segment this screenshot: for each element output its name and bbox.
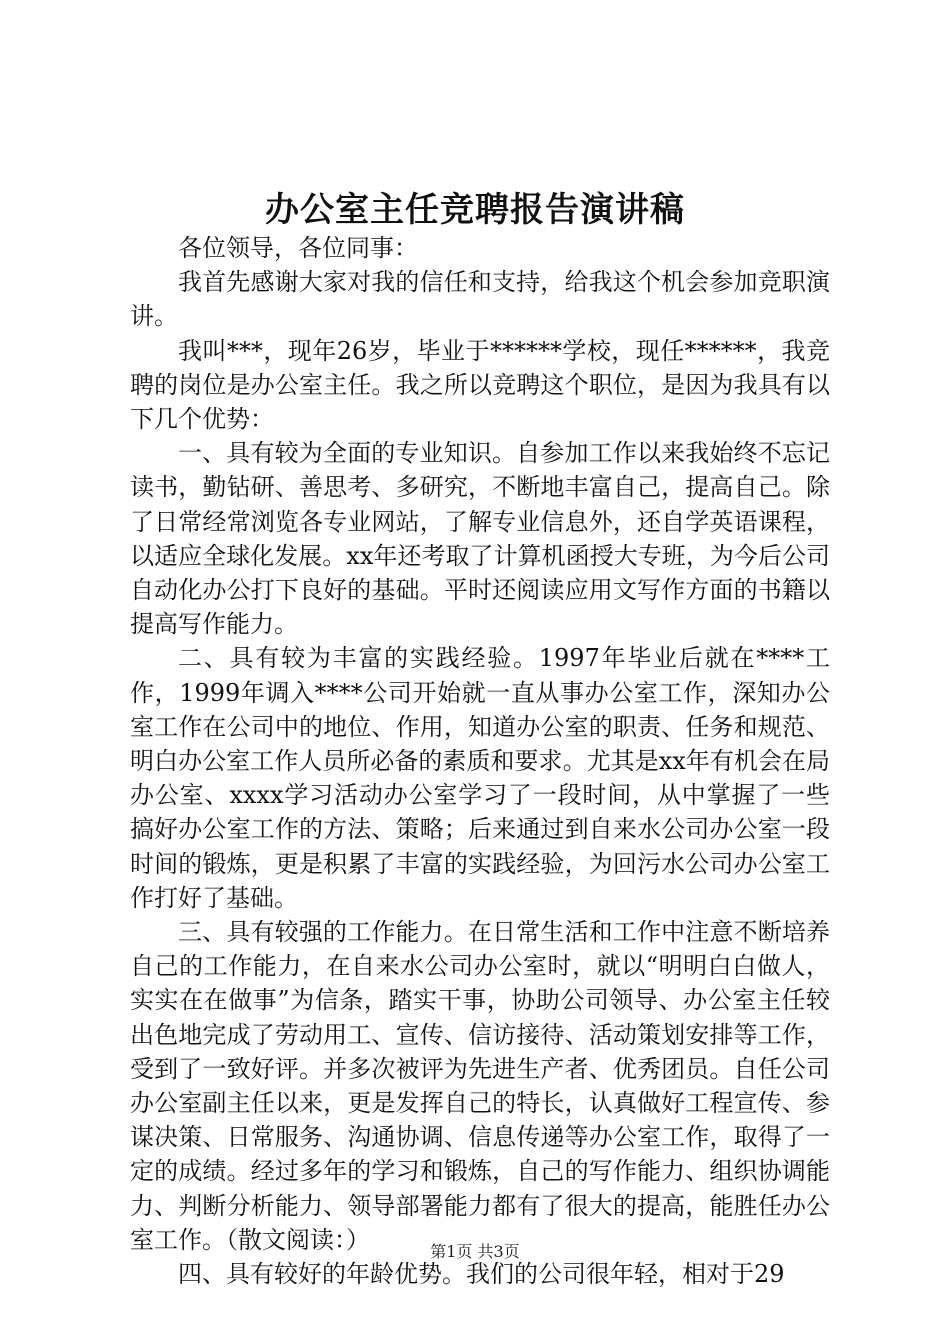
document-title: 办公室主任竞聘报告演讲稿 [265,190,685,230]
page-indicator: 第1页 共3页 [430,1242,520,1261]
paragraph-advantage-knowledge: 一、具有较为全面的专业知识。自参加工作以来我始终不忘记读书，勤钻研、善思考、多研究，不断地丰富自己，提高自己。除了日常经常浏览各专业网站，了解专业信息外，还自学英语课程，以适应全球化发展。xx年还考取了计算机函授大专班，为今后公司自动化办公打下良好的基础。平时还阅读应用文写作方面的书籍以提高写作能力。 [130,439,830,639]
paragraph-advantage-experience: 二、具有较为丰富的实践经验。1997年毕业后就在****工作，1999年调入****公司开始就一直从事办公室工作，深知办公室工作在公司中的地位、作用，知道办公室的职责、任务和规范、明白办公室工作人员所必备的素质和要求。尤其是xx年有机会在局办公室、xxxx学习活动办公室学习了一段时间，从中掌握了一些搞好办公室工作的方法、策略；后来通过到自来水公司办公室一段时间的锻炼，更是积累了丰富的实践经验，为回污水公司办公室工作打好了基础。 [130,644,830,912]
paragraph-advantage-ability: 三、具有较强的工作能力。在日常生活和工作中注意不断培养自己的工作能力，在自来水公司办公室时，就以“明明白白做人，实实在在做事”为信条，踏实干事，协助公司领导、办公室主任较出色地完成了劳动用工、宣传、信访接待、活动策划安排等工作，受到了一致好评。并多次被评为先进生产者、优秀团员。自任公司办公室副主任以来，更是发挥自己的特长，认真做好工程宣传、参谋决策、日常服务、沟通协调、信息传递等办公室工作，取得了一定的成绩。经过多年的学习和锻炼，自己的写作能力、组织协调能力、判断分析能力、领导部署能力都有了很大的提高，能胜任办公室工作。（散文阅读：） [130,918,830,1254]
paragraph-advantage-age: 四、具有较好的年龄优势。我们的公司很年轻，相对于29 [178,1260,785,1289]
paragraph-thanks: 我首先感谢大家对我的信任和支持，给我这个机会参加竞职演讲。 [130,268,830,331]
paragraph-greeting: 各位领导，各位同事： [178,234,418,262]
document-body [130,231,830,1291]
paragraph-introduction: 我叫***，现年26岁，毕业于******学校，现任******，我竞聘的岗位是办公室主任。我之所以竞聘这个职位，是因为我具有以下几个优势： [130,336,830,434]
page-footer [0,1242,950,1262]
